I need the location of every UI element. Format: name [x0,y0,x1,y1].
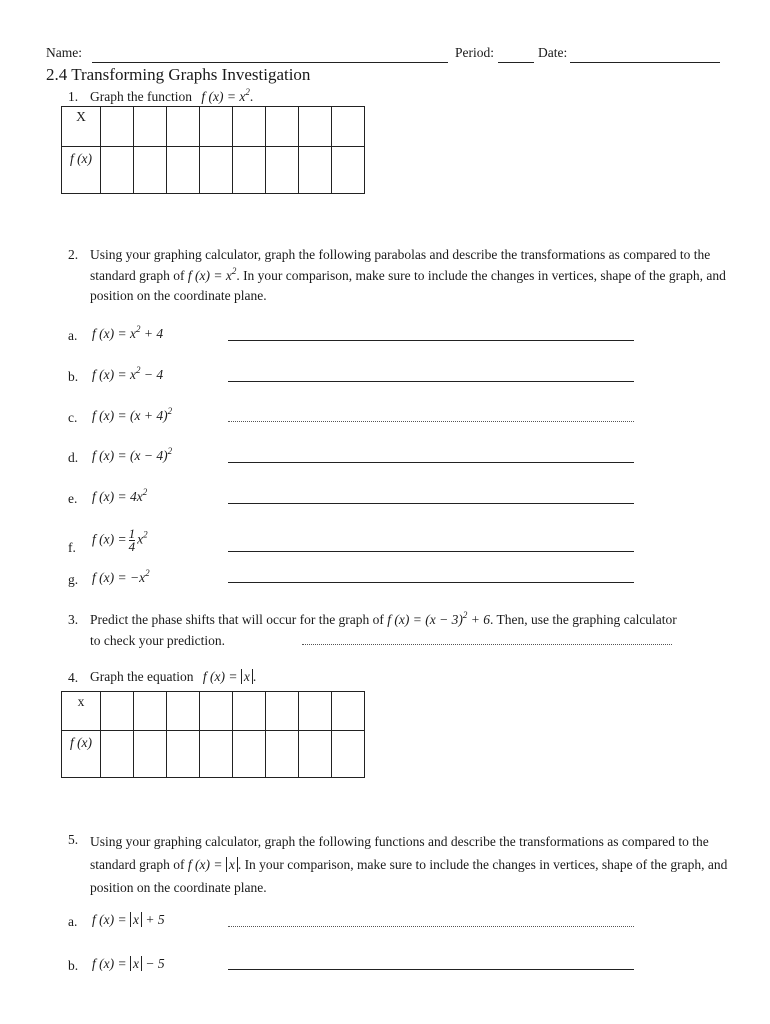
q2-item-d-letter: d. [68,450,79,465]
q3-prompt: Predict the phase shifts that will occur for the graph of f $(x) = (x - 3)^2 + 6$. Then, use the graphing calculator to check your prediction. [90,610,677,648]
q2-item-b-answer-line[interactable] [228,381,634,382]
q4-x-cell[interactable] [167,692,200,731]
q1-x-cell[interactable] [299,107,332,147]
q4-x-cell[interactable] [266,692,299,731]
q1-f-cell[interactable] [299,147,332,194]
q1-f-cell[interactable] [332,147,365,194]
q4-f-cell[interactable] [233,731,266,778]
q1-x-cell[interactable] [233,107,266,147]
q4-x-cell[interactable] [200,692,233,731]
fraction: $\frac{1}{4}$ [128,526,136,554]
date-field[interactable] [570,62,720,63]
q5-number: 5. [68,832,79,847]
q2-item-e-answer-line[interactable] [228,503,634,504]
q2-item-g-answer-line[interactable] [228,582,634,583]
q1-text: Graph the function [90,89,192,104]
q2-item-e-equation: f $(x) = 4x^2$ [92,487,148,504]
name-field[interactable] [92,62,448,63]
q1-value-table [61,106,365,194]
q4-x-cell[interactable] [134,692,167,731]
q4-x-cell[interactable] [299,692,332,731]
q4-f-cell[interactable] [101,731,134,778]
q2-item-d-answer-line[interactable] [228,462,634,463]
q2-item-d-equation: f $(x) = (x - 4)^2$ [92,446,173,463]
q1-x-cell[interactable] [134,107,167,147]
q5-item-a-answer-line[interactable] [228,926,634,927]
q2-item-f-equation: f (x) = $\frac{1}{4}$ $x^2$ [92,526,148,554]
q1-f-cell[interactable] [101,147,134,194]
q2-item-b-equation: f $(x) = x^2 - 4$ [92,365,164,382]
q1-f-cell[interactable] [134,147,167,194]
q5-item-b-answer-line[interactable] [228,969,634,970]
q5-item-b-letter: b. [68,958,79,973]
q4-x-header: x [62,692,101,731]
q2-prompt: Using your graphing calculator, graph the following parabolas and describe the transformations as compared to the standard graph of f $(x) = x^2$. In your comparison, make sure to include the changes in vertices, shape of the graph, and position on the coordinate plane. [90,247,726,303]
q3-number: 3. [68,612,79,627]
q1-x-cell[interactable] [332,107,365,147]
q2-item-g-equation: f $(x) = -x^2$ [92,568,150,585]
period-field[interactable] [498,62,534,63]
q5-function: f (x) = x [188,857,238,872]
q1-f-cell[interactable] [233,147,266,194]
q3-function: f $(x) = (x - 3)^2 + 6$ [387,610,490,627]
q4-x-cell[interactable] [233,692,266,731]
q4-f-cell[interactable] [134,731,167,778]
q2-item-g-letter: g. [68,572,79,587]
q2-item-a-equation: f $(x) = x^2 + 4$ [92,324,164,341]
q2-item-a-answer-line[interactable] [228,340,634,341]
q2-item-f-letter: f. [68,540,76,555]
q1-number: 1. [68,89,79,104]
page-title: 2.4 Transforming Graphs Investigation [46,65,311,84]
q1-x-cell[interactable] [101,107,134,147]
q1-x-header: X [62,107,101,147]
q2-item-c-answer-line[interactable] [228,421,634,422]
q4-f-cell[interactable] [167,731,200,778]
q4-f-cell[interactable] [299,731,332,778]
q2-item-f-answer-line[interactable] [228,551,634,552]
q2-item-b-letter: b. [68,369,79,384]
q1-function: f $(x) = x^2$ [201,87,250,104]
q5-item-a-equation: f (x) = x + 5 [92,912,165,927]
q1-x-cell[interactable] [167,107,200,147]
q2-function: f $(x) = x^2$ [187,265,237,283]
q5-item-a-letter: a. [68,914,78,929]
q3-answer-line[interactable] [302,644,672,645]
q5-prompt: Using your graphing calculator, graph the following functions and describe the transformations as compared to the standard graph of f (x) = x . In your comparison, make sure to include the changes in vertices, shape of the graph, and position on the coordinate plane. [90,834,728,895]
q4-f-cell[interactable] [266,731,299,778]
period-label: Period: [455,45,494,60]
q1-f-cell[interactable] [200,147,233,194]
q4-x-cell[interactable] [101,692,134,731]
q2-item-e-letter: e. [68,491,78,506]
q2-number: 2. [68,247,79,262]
q4-f-header: f (x) [62,731,101,778]
q1-prompt: Graph the function f $(x) = x^2$. [90,87,254,104]
q5-item-b-equation: f (x) = x − 5 [92,956,165,971]
q4-x-cell[interactable] [332,692,365,731]
q4-number: 4. [68,670,79,685]
q1-f-header: f (x) [62,147,101,194]
q2-item-c-equation: f $(x) = (x + 4)^2$ [92,406,173,423]
q2-item-c-letter: c. [68,410,78,425]
q1-f-cell[interactable] [167,147,200,194]
q1-x-cell[interactable] [200,107,233,147]
q2-item-a-letter: a. [68,328,78,343]
q1-f-cell[interactable] [266,147,299,194]
q4-f-cell[interactable] [200,731,233,778]
name-label: Name: [46,45,82,60]
date-label: Date: [538,45,568,60]
q4-function: f (x) = x [203,669,253,684]
q4-value-table [61,691,365,778]
q1-x-cell[interactable] [266,107,299,147]
q4-f-cell[interactable] [332,731,365,778]
q4-prompt: Graph the equation f (x) = x . [90,669,257,684]
